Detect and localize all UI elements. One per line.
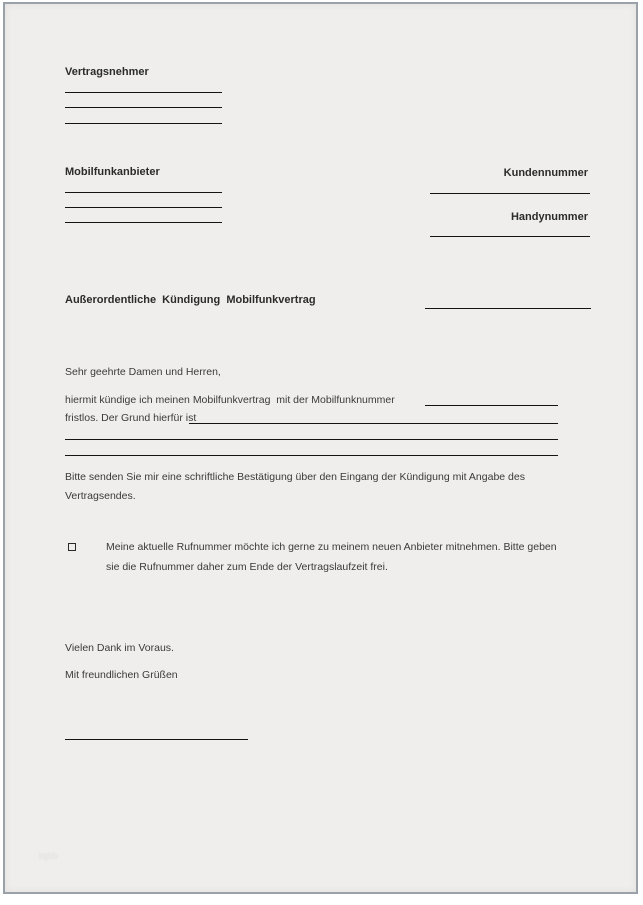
faint-watermark: tqlib: [39, 851, 59, 861]
recipient-blank-line-1: [65, 92, 222, 93]
customer-number-label: Kundennummer: [503, 167, 588, 179]
mobile-number-blank-line: [425, 405, 558, 406]
subject-title: Außerordentliche Kündigung Mobilfunkvertrag: [65, 294, 316, 306]
customer-number-blank-line: [430, 193, 590, 194]
salutation-text: Sehr geehrte Damen und Herren,: [65, 366, 221, 378]
provider-blank-line-2: [65, 207, 222, 208]
provider-label: Mobilfunkanbieter: [65, 166, 160, 178]
reason-blank-line-1: [189, 423, 558, 424]
letter-page: [3, 2, 638, 894]
date-blank-line: [425, 308, 591, 309]
signature-blank-line: [65, 739, 248, 740]
recipient-blank-line-2: [65, 107, 222, 108]
checkbox-line-1: Meine aktuelle Rufnummer möchte ich gerne zu meinem neuen Anbieter mitnehmen. Bitte geben: [106, 541, 557, 553]
thanks-text: Vielen Dank im Voraus.: [65, 642, 174, 654]
phone-number-blank-line: [430, 236, 590, 237]
recipient-blank-line-3: [65, 123, 222, 124]
reason-blank-line-2: [65, 439, 558, 440]
closing-text: Mit freundlichen Grüßen: [65, 669, 178, 681]
confirmation-line-1: Bitte senden Sie mir eine schriftliche Bestätigung über den Eingang der Kündigung mit Angabe des: [65, 471, 525, 483]
provider-blank-line-1: [65, 192, 222, 193]
phone-number-label: Handynummer: [510, 211, 588, 223]
number-porting-checkbox: [68, 543, 76, 551]
recipient-label: Vertragsnehmer: [65, 66, 149, 78]
body-line-1: hiermit kündige ich meinen Mobilfunkvertrag mit der Mobilfunknummer: [65, 394, 395, 406]
provider-blank-line-3: [65, 222, 222, 223]
confirmation-line-2: Vertragsendes.: [65, 490, 136, 502]
checkbox-line-2: sie die Rufnummer daher zum Ende der Vertragslaufzeit frei.: [106, 561, 388, 573]
reason-blank-line-3: [65, 455, 558, 456]
body-line-2: fristlos. Der Grund hierfür ist: [65, 412, 197, 424]
